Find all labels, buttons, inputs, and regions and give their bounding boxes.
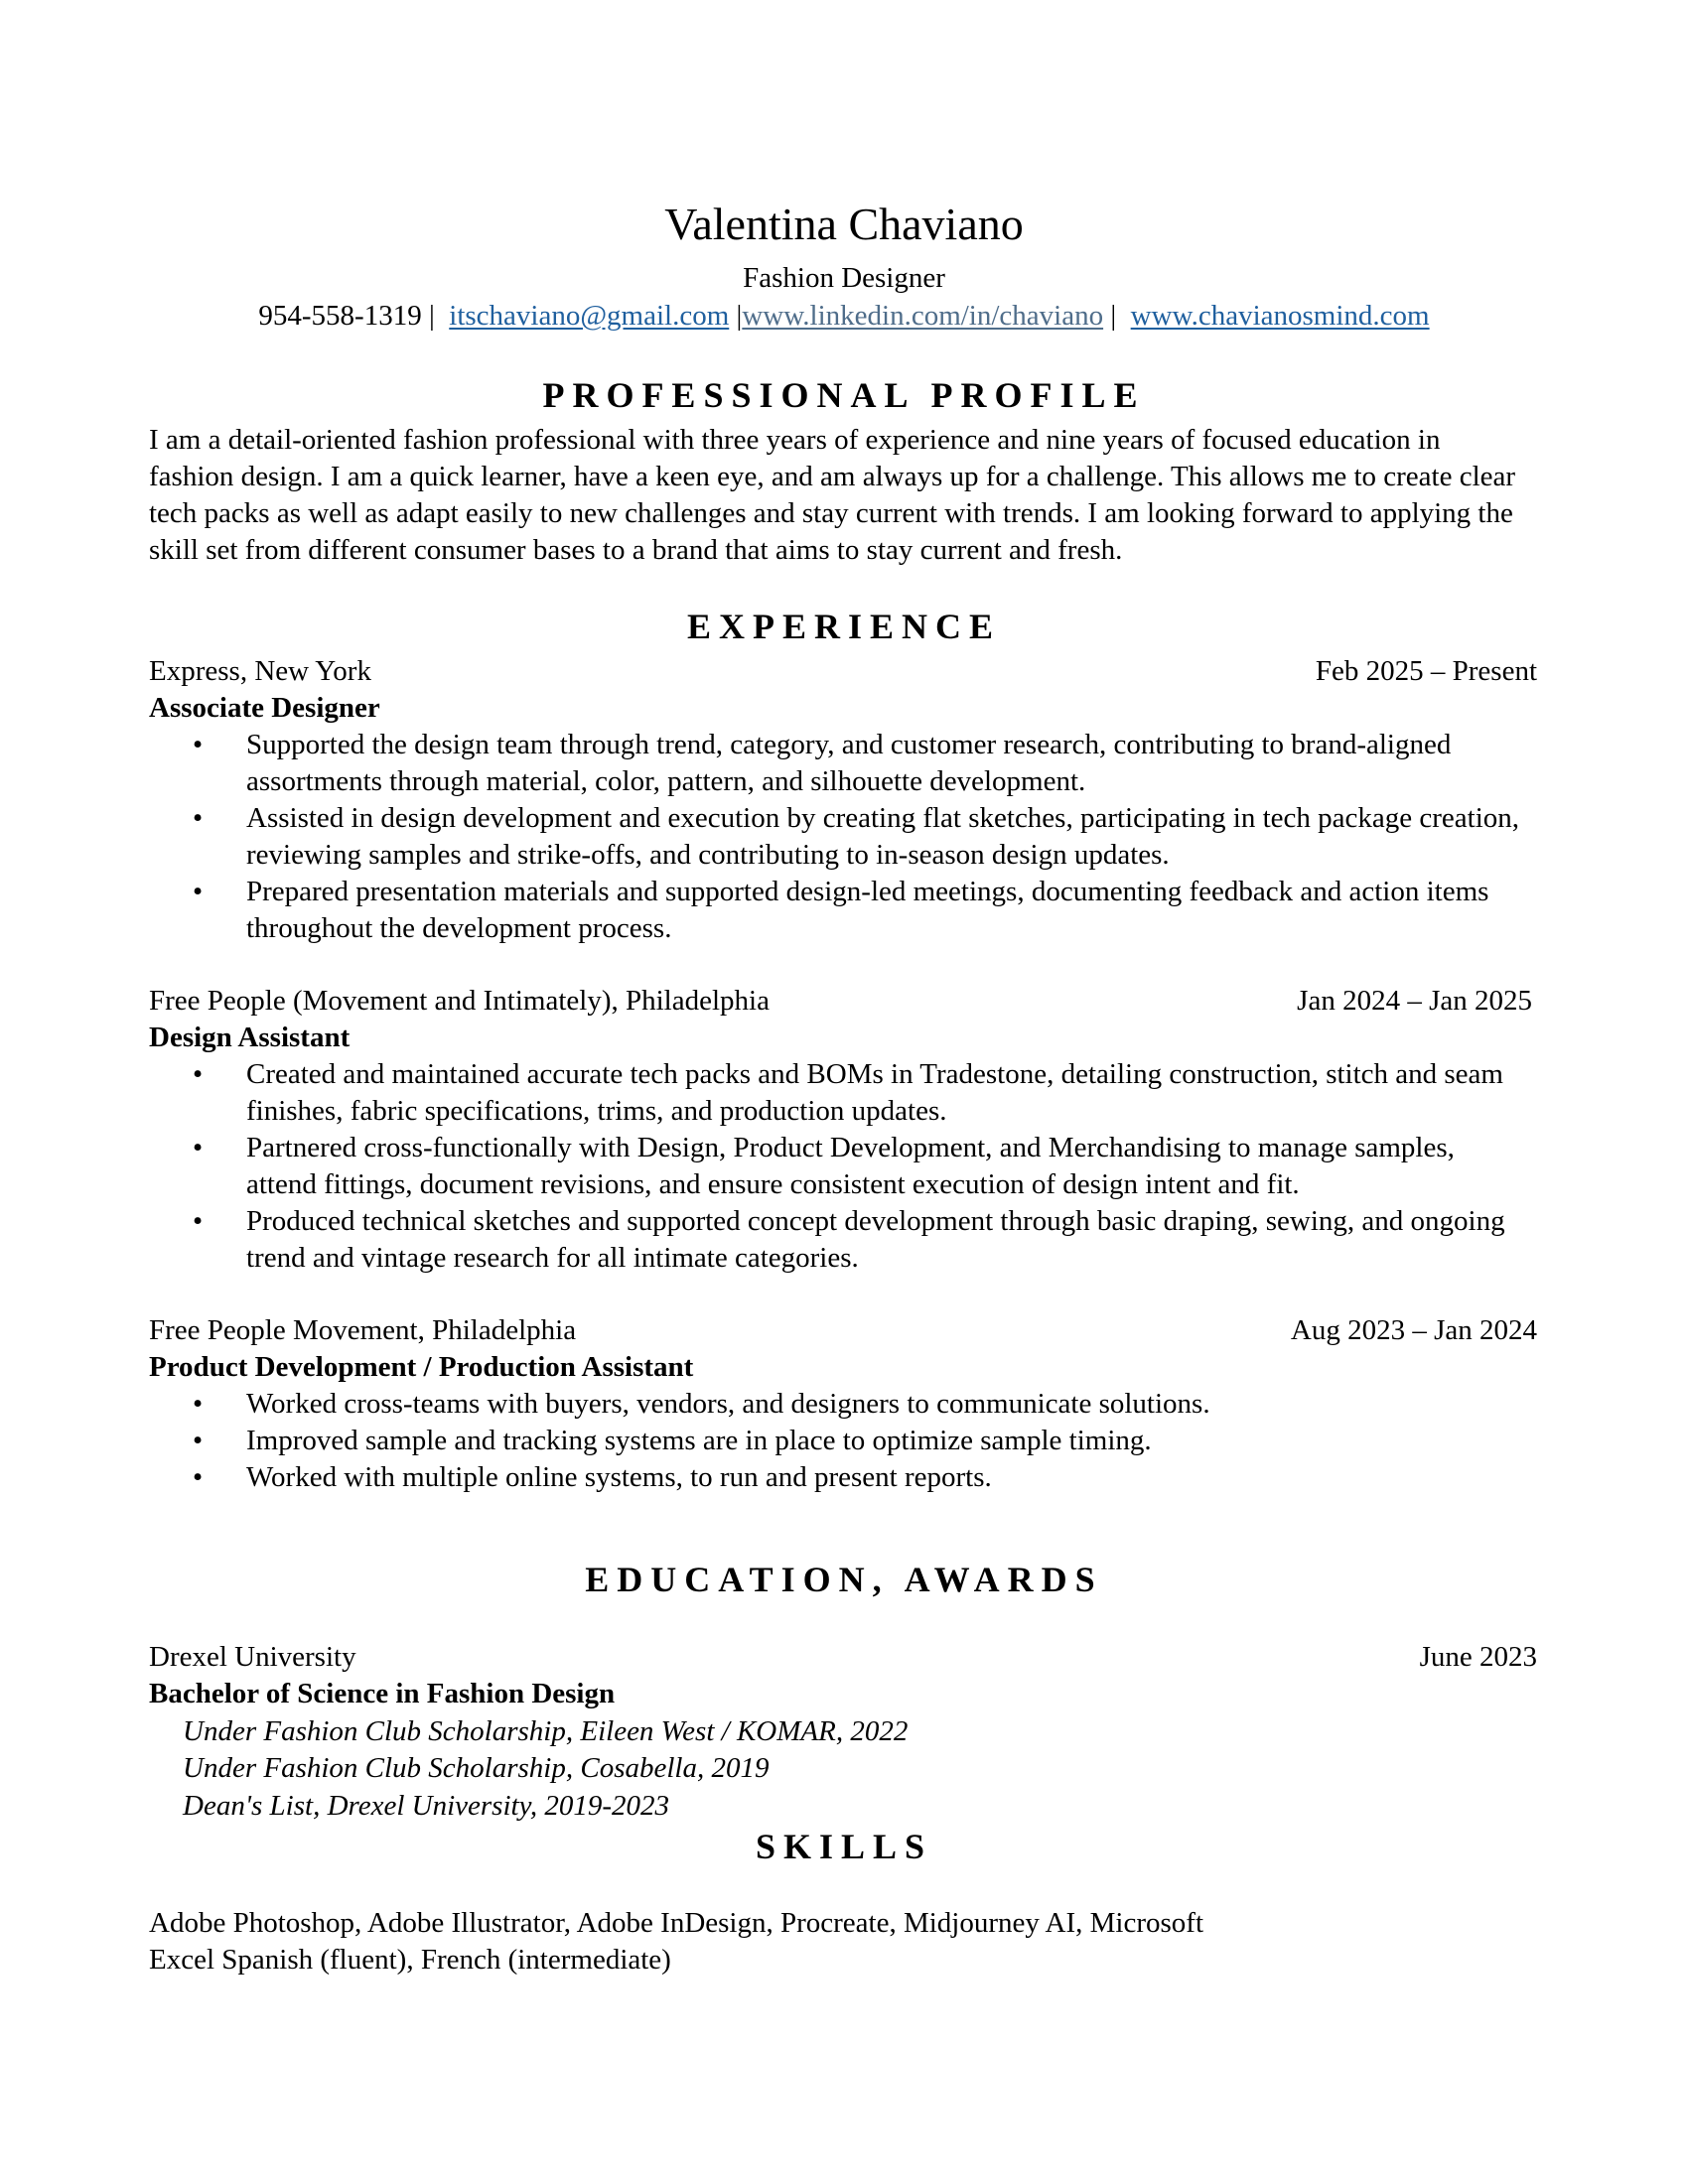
award-item: Under Fashion Club Scholarship, Cosabella, 2019 [183, 1752, 770, 1784]
award-item: Dean's List, Drexel University, 2019-2023 [183, 1790, 670, 1822]
candidate-subtitle: Fashion Designer [743, 262, 945, 294]
linkedin-link[interactable]: www.linkedin.com/in/chaviano [742, 300, 1104, 332]
list-item [149, 1056, 1529, 1130]
bullet-text: Supported the design team through trend, category, and customer research, contributing to brand-aligned assortments through material, color, pattern, and silhouette development. [246, 729, 1452, 797]
job-title: Design Assistant [149, 1022, 351, 1053]
contact-separator: | [1110, 300, 1117, 332]
list-item [149, 1423, 1529, 1459]
bullet-icon: • [193, 1132, 204, 1163]
profile-heading: PROFESSIONAL PROFILE [542, 375, 1146, 415]
award-item: Under Fashion Club Scholarship, Eileen West / KOMAR, 2022 [183, 1715, 909, 1747]
experience-heading: EXPERIENCE [686, 607, 1002, 646]
list-item [149, 727, 1529, 800]
bullet-text: Produced technical sketches and supported concept development through basic draping, sewing, and ongoing trend and vintage research for all intimate categories. [246, 1205, 1505, 1274]
list-item [149, 800, 1529, 874]
bullet-icon: • [193, 729, 204, 760]
email-link[interactable]: itschaviano@gmail.com [449, 300, 730, 332]
contact-separator: | [428, 300, 435, 332]
job-dates: Aug 2023 – Jan 2024 [1290, 1314, 1537, 1346]
phone-number: 954-558-1319 [258, 300, 422, 332]
education-date: June 2023 [1419, 1641, 1537, 1673]
skills-heading: SKILLS [755, 1827, 933, 1866]
job-company: Free People (Movement and Intimately), Philadelphia [149, 985, 770, 1017]
job-company: Free People Movement, Philadelphia [149, 1314, 577, 1346]
contact-line [0, 298, 1688, 334]
bullet-icon: • [193, 876, 204, 907]
job-company: Express, New York [149, 655, 371, 687]
list-item [149, 1459, 1529, 1496]
bullet-icon: • [193, 1461, 204, 1493]
job-dates: Jan 2024 – Jan 2025 [1297, 985, 1532, 1017]
website-link[interactable]: www.chavianosmind.com [1130, 300, 1430, 332]
bullet-text: Prepared presentation materials and supported design-led meetings, documenting feedback and action items throughout the development process. [246, 876, 1489, 944]
skills-line: Adobe Photoshop, Adobe Illustrator, Adobe InDesign, Procreate, Midjourney AI, Microsoft [149, 1907, 1204, 1939]
bullet-icon: • [193, 1388, 204, 1420]
list-item [149, 1386, 1529, 1423]
list-item [149, 874, 1529, 947]
job-bullets [149, 1056, 1529, 1277]
bullet-icon: • [193, 1425, 204, 1456]
job-title: Product Development / Production Assistant [149, 1351, 694, 1383]
candidate-name: Valentina Chaviano [664, 199, 1024, 249]
education-heading: EDUCATION, AWARDS [585, 1560, 1103, 1599]
profile-text: I am a detail-oriented fashion professional with three years of experience and nine years of focused education in fashion design. I am a quick learner, have a keen eye, and am always up for a challenge. This allows me to create clear tech packs as well as adapt easily to new challenges and stay current with trends. I am looking forward to applying the skill set from different consumer bases to a brand that aims to stay current and fresh. [149, 424, 1516, 566]
education-school: Drexel University [149, 1641, 356, 1673]
bullet-icon: • [193, 802, 204, 834]
education-degree: Bachelor of Science in Fashion Design [149, 1678, 616, 1709]
bullet-text: Partnered cross-functionally with Design, Product Development, and Merchandising to manage samples, attend fittings, document revisions, and ensure consistent execution of design intent and fit. [246, 1132, 1455, 1200]
bullet-icon: • [193, 1058, 204, 1090]
bullet-text: Created and maintained accurate tech packs and BOMs in Tradestone, detailing construction, stitch and seam finishes, fabric specifications, trims, and production updates. [246, 1058, 1503, 1127]
bullet-text: Worked with multiple online systems, to run and present reports. [246, 1461, 992, 1493]
contact-separator: | [736, 300, 743, 332]
bullet-icon: • [193, 1205, 204, 1237]
bullet-text: Assisted in design development and execution by creating flat sketches, participating in tech package creation, reviewing samples and strike-offs, and contributing to in-season design updates. [246, 802, 1520, 871]
job-dates: Feb 2025 – Present [1315, 655, 1537, 687]
list-item [149, 1203, 1529, 1277]
bullet-text: Worked cross-teams with buyers, vendors, and designers to communicate solutions. [246, 1388, 1210, 1420]
skills-line: Excel Spanish (fluent), French (intermediate) [149, 1944, 671, 1976]
list-item [149, 1130, 1529, 1203]
job-bullets [149, 1386, 1529, 1496]
bullet-text: Improved sample and tracking systems are in place to optimize sample timing. [246, 1425, 1152, 1456]
job-title: Associate Designer [149, 692, 380, 724]
job-bullets [149, 727, 1529, 947]
